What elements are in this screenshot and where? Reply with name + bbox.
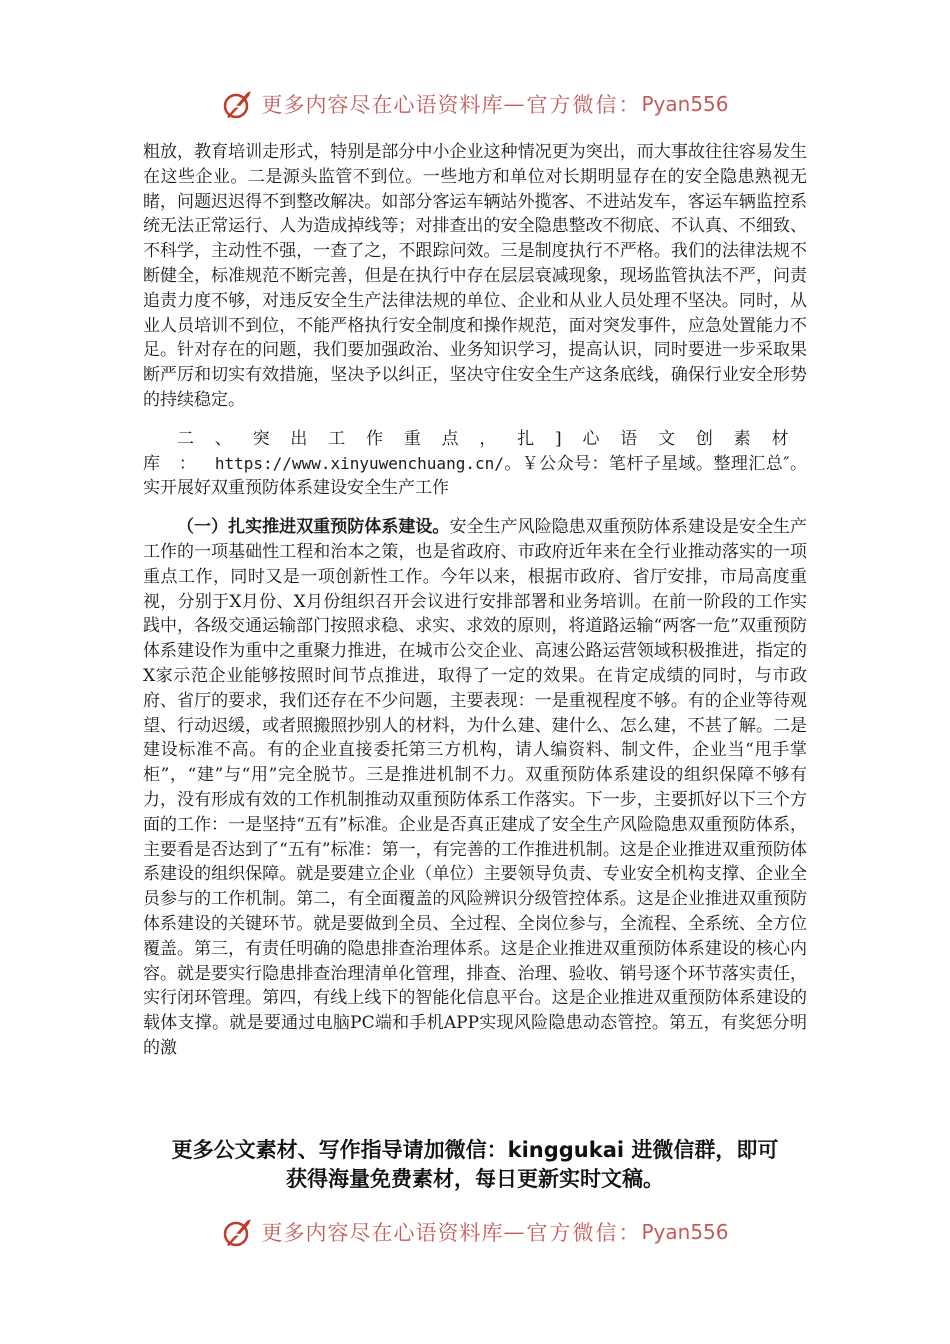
banner-wechat-id: Pyan556	[641, 92, 729, 116]
document-body	[143, 140, 807, 1061]
paragraph-1: 粗放，教育培训走形式，特别是部分中小企业这种情况更为突出，而大事故往往容易发生在这些企业。二是源头监管不到位。一些地方和单位对长期明显存在的安全隐患熟视无睹，问题迟迟得不到整改解决。如部分客运车辆站外揽客、不进站发车，客运车辆监控系统无法正常运行、人为造成掉线等；对排查出的安全隐患整改不彻底、不认真、不细致、不科学，主动性不强，一查了之，不跟踪问效。三是制度执行不严格。我们的法律法规不断健全，标准规范不断完善，但是在执行中存在层层衰减现象，现场监管执法不严，问责追责力度不够，对违反安全生产法律法规的单位、企业和从业人员处理不坚决。同时，从业人员培训不到位，不能严格执行安全制度和操作规范，面对突发事件，应急处置能力不足。针对存在的问题，我们要加强政治、业务知识学习，提高认识，同时要进一步采取果断严厉和切实有效措施，坚决予以纠正，坚决守住安全生产这条底线，确保行业安全形势的持续稳定。	[143, 142, 807, 410]
section-2-url: https://www.xinyuwenchuang.cn/	[214, 453, 504, 473]
subsection-1	[143, 515, 807, 1061]
section-2-title: 二、突出工作重点，扎]心语文创素材库：	[143, 428, 807, 474]
subsection-1-text: 安全生产风险隐患双重预防体系建设是安全生产工作的一项基础性工程和治本之策，也是省政府、市政府近年来在全行业推动落实的一项重点工作，同时又是一项创新性工作。今年以来，根据市政府、省厅安排，市局高度重视，分别于X月份、X月份组织召开会议进行安排部署和业务培训。在前一阶段的工作实践中，各级交通运输部门按照求稳、求实、求效的原则，将道路运输“两客一危”双重预防体系建设作为重中之重聚力推进，在城市公交企业、高速公路运营领域积极推进，指定的X家示范企业能够按照时间节点推进，取得了一定的效果。在肯定成绩的同时，与市政府、省厅的要求，我们还存在不少问题，主要表现：一是重视程度不够。有的企业等待观望、行动迟缓，或者照搬照抄别人的材料，为什么建、建什么、怎么建，不甚了解。二是建设标准不高。有的企业直接委托第三方机构，请人编资料、制文件，企业当“甩手掌柜”，“建”与“用”完全脱节。三是推进机制不力。双重预防体系建设的组织保障不够有力，没有形成有效的工作机制推动双重预防体系工作落实。下一步，主要抓好以下三个方面的工作：一是坚持“五有”标准。企业是否真正建成了安全生产风险隐患双重预防体系，主要看是否达到了“五有”标准：第一，有完善的工作推进机制。这是企业推进双重预防体系建设的组织保障。就是要建立企业（单位）主要领导负责、专业安全机构支撑、企业全员参与的工作机制。第二，有全面覆盖的风险辨识分级管控体系。这是企业推进双重预防体系建设的关键环节。就是要做到全员、全过程、全岗位参与，全流程、全系统、全方位覆盖。第三，有责任明确的隐患排查治理体系。这是企业推进双重预防体系建设的核心内容。就是要实行隐患排查治理清单化管理，排查、治理、验收、销号逐个环节落实责任，实行闭环管理。第四，有线上线下的智能化信息平台。这是企业推进双重预防体系建设的载体支撑。就是要通过电脑PC端和手机APP实现风险隐患动态管控。第五，有奖惩分明的激	[143, 517, 808, 1058]
pen-logo-icon	[221, 1215, 255, 1249]
banner-wechat-id: Pyan556	[641, 1220, 729, 1244]
header-banner	[0, 84, 950, 124]
promo-notice-line-2: 获得海量免费素材，每日更新实时文稿。	[286, 1167, 664, 1191]
banner-sub-text: 官方微信：	[526, 93, 642, 117]
banner-main-text: 更多内容尽在心语资料库	[261, 1221, 504, 1245]
promo-notice-line-1: 更多公文素材、写作指导请加微信：kinggukai 进微信群，即可	[171, 1138, 779, 1162]
banner-main-text: 更多内容尽在心语资料库	[261, 93, 504, 117]
promo-notice	[0, 1136, 950, 1194]
section-2-title-rest: 。￥公众号：笔杆子星域。整理汇总″。实开展好双重预防体系建设安全生产工作	[143, 453, 807, 499]
banner-sub-text: 官方微信：	[526, 1221, 642, 1245]
section-2-heading	[143, 427, 807, 501]
pen-logo-icon	[221, 87, 255, 121]
subsection-1-heading: （一）扎实推进双重预防体系建设。	[177, 517, 450, 538]
footer-banner	[0, 1212, 950, 1252]
banner-dash: —	[503, 92, 527, 116]
banner-dash: —	[503, 1220, 527, 1244]
